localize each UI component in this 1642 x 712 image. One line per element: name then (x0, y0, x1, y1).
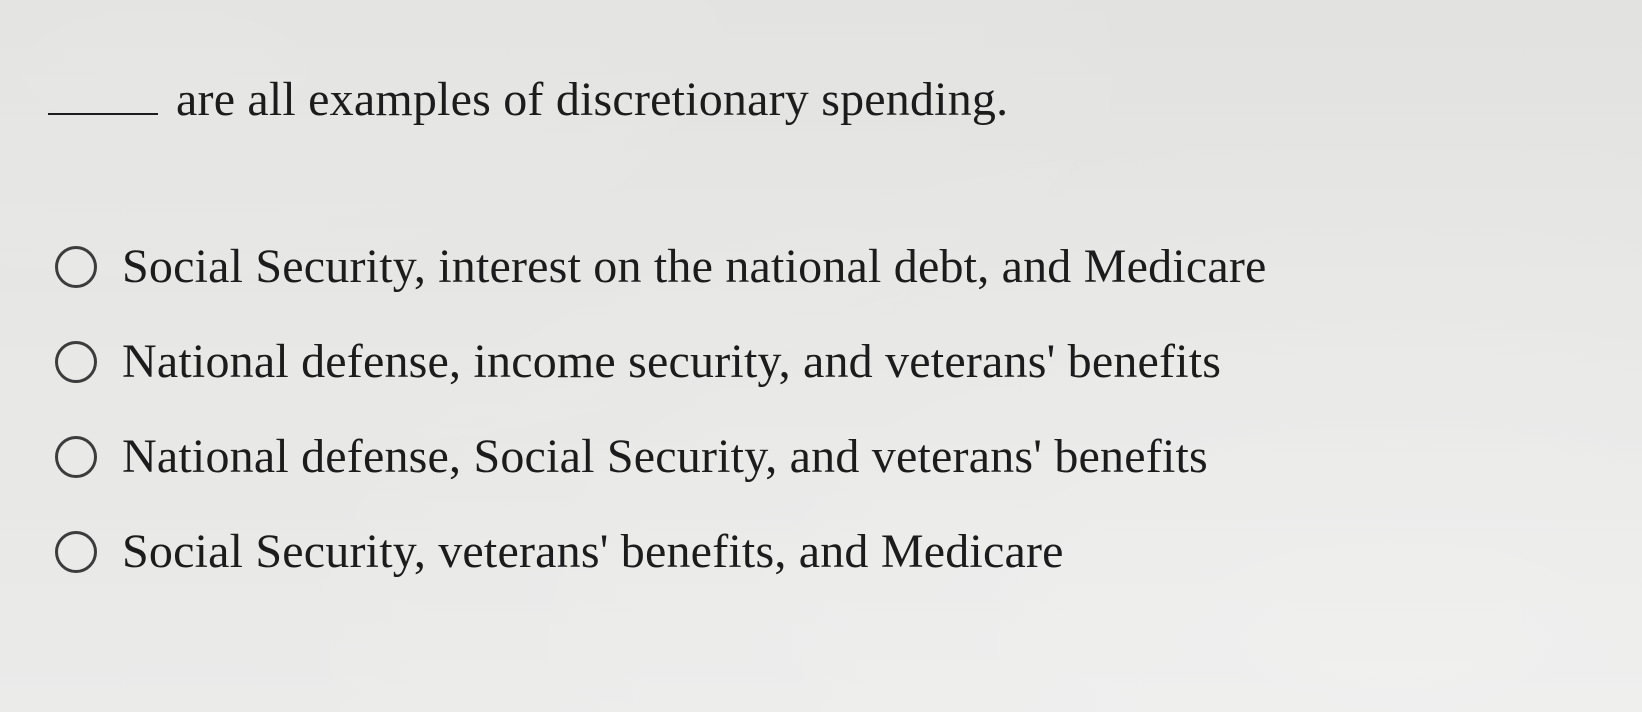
radio-button-3[interactable] (55, 436, 97, 478)
option-4[interactable] (55, 519, 1475, 585)
radio-button-4[interactable] (55, 531, 97, 573)
option-4-label: Social Security, veterans' benefits, and Medicare (122, 525, 1064, 578)
option-2[interactable] (55, 329, 1475, 395)
option-3[interactable] (55, 424, 1475, 490)
question-text (48, 68, 1008, 132)
option-2-label: National defense, income security, and veterans' benefits (122, 335, 1222, 388)
question-prompt: are all examples of discretionary spending. (176, 73, 1009, 126)
answer-options (55, 234, 1475, 614)
option-1[interactable] (55, 234, 1475, 300)
radio-button-2[interactable] (55, 341, 97, 383)
option-3-label: National defense, Social Security, and veterans' benefits (122, 430, 1208, 483)
answer-blank (48, 75, 158, 115)
option-1-label: Social Security, interest on the national debt, and Medicare (122, 240, 1267, 293)
radio-button-1[interactable] (55, 246, 97, 288)
